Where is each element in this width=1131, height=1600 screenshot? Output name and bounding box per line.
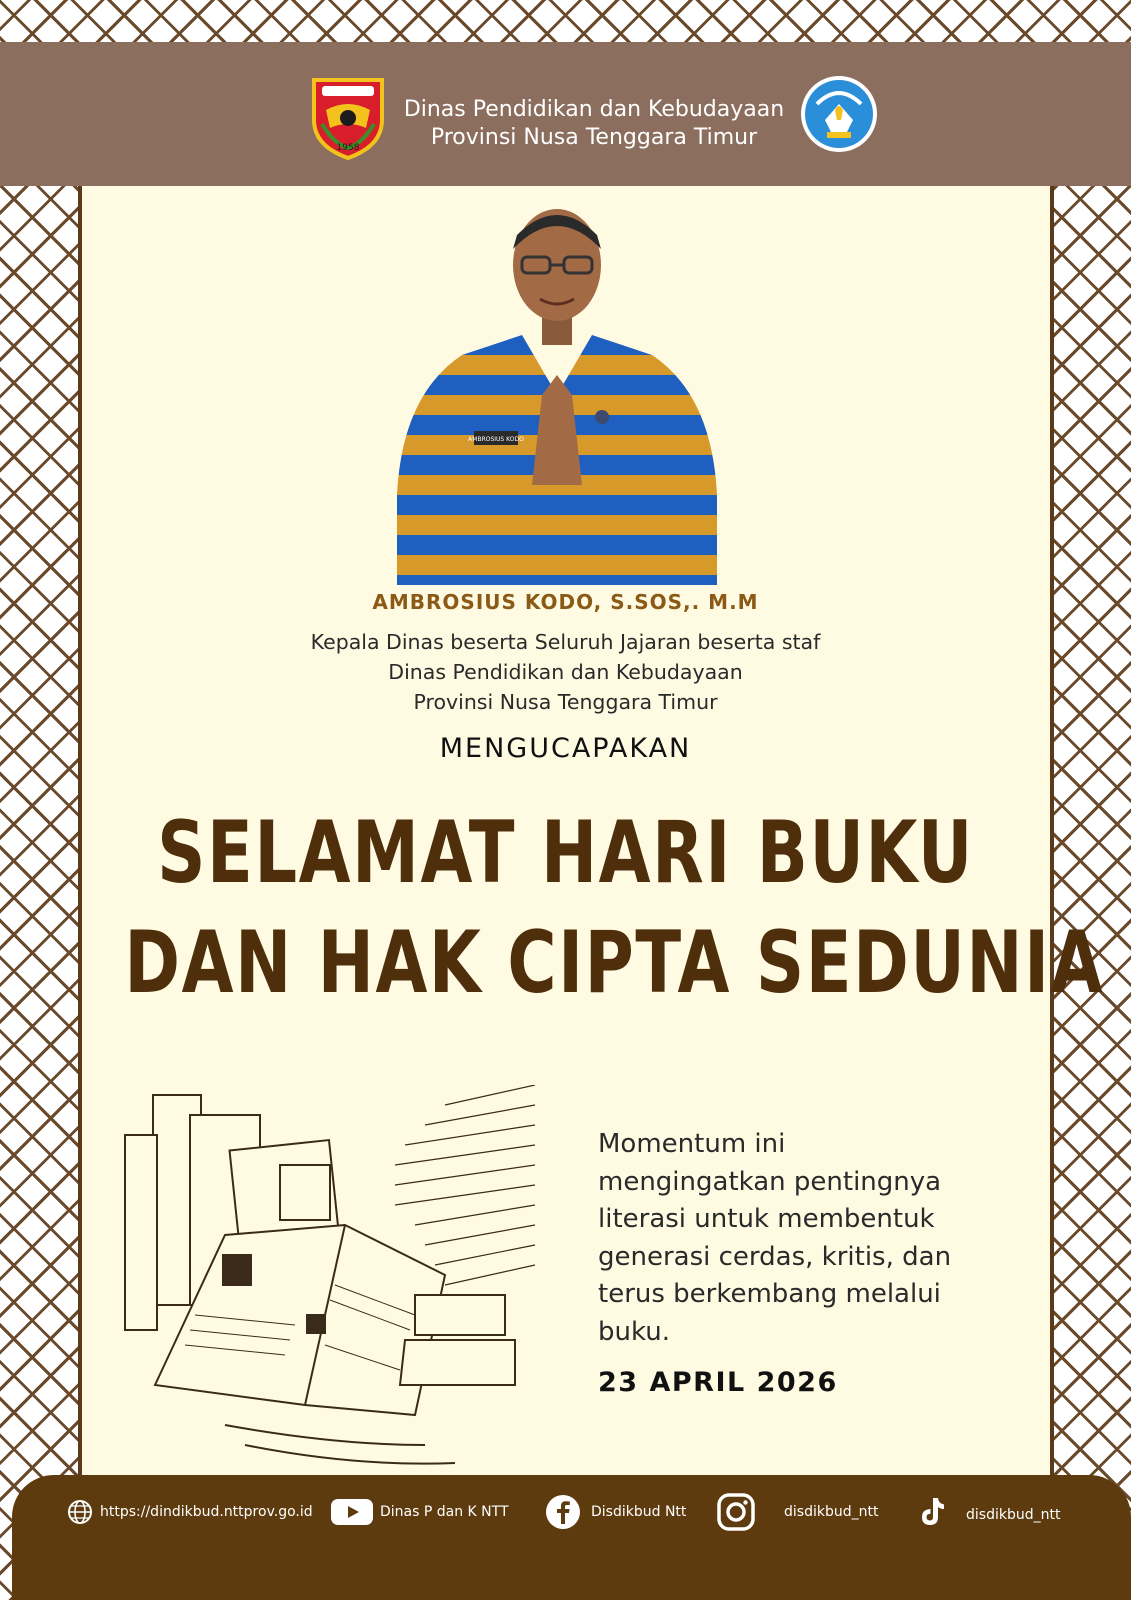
youtube-link[interactable]: Dinas P dan K NTT [380, 1504, 509, 1520]
books-illustration [95, 1085, 555, 1475]
instagram-link[interactable]: disdikbud_ntt [784, 1504, 879, 1520]
youtube-icon [330, 1498, 374, 1526]
nametag-label: AMBROSIUS KODO [468, 436, 524, 443]
message-line: Momentum ini [598, 1129, 786, 1159]
role-line-2: Dinas Pendidikan dan Kebudayaan [388, 660, 743, 684]
message-text [598, 1126, 988, 1351]
department-title [390, 96, 798, 152]
tut-wuri-handayani-icon [799, 74, 879, 154]
message-line: generasi cerdas, kritis, dan [598, 1241, 952, 1272]
department-line-2: Provinsi Nusa Tenggara Timur [430, 125, 758, 150]
logo-year: 1958 [336, 143, 360, 153]
instagram-icon [716, 1492, 756, 1532]
headline [0, 798, 1131, 1018]
role-line-1: Kepala Dinas beserta Seluruh Jajaran beserta staf [310, 630, 821, 654]
globe-icon [66, 1498, 94, 1526]
ntt-province-crest-icon [308, 74, 388, 160]
website-link[interactable]: https://dindikbud.nttprov.go.id [100, 1504, 313, 1520]
department-line-1: Dinas Pendidikan dan Kebudayaan [403, 97, 785, 122]
person-name: AMBROSIUS KODO, S.SOS,. M.M [372, 590, 759, 614]
message-line: literasi untuk membentuk [598, 1204, 935, 1234]
headline-line-2: DAN HAK CIPTA SEDUNIA [124, 913, 1105, 1013]
footer-tiktok[interactable] [916, 1494, 1060, 1530]
role-line-3: Provinsi Nusa Tenggara Timur [413, 690, 718, 714]
greeting-lead: MENGUCAPAKAN [439, 733, 692, 764]
facebook-icon [545, 1494, 581, 1530]
message-line: buku. [598, 1316, 670, 1347]
headline-line-1: SELAMAT HARI BUKU [157, 803, 974, 903]
footer-website[interactable] [66, 1494, 313, 1530]
message-line: mengingatkan pentingnya [598, 1166, 942, 1197]
tiktok-link[interactable]: disdikbud_ntt [966, 1507, 1061, 1523]
official-portrait [392, 195, 722, 585]
footer-instagram[interactable] [716, 1494, 878, 1530]
person-role [0, 627, 1131, 717]
footer-facebook[interactable] [545, 1494, 686, 1530]
event-date: 23 APRIL 2026 [598, 1367, 838, 1398]
tiktok-icon [916, 1495, 948, 1529]
message-line: terus berkembang melalui [598, 1279, 941, 1309]
facebook-link[interactable]: Disdikbud Ntt [591, 1504, 687, 1520]
footer-youtube[interactable] [330, 1494, 509, 1530]
